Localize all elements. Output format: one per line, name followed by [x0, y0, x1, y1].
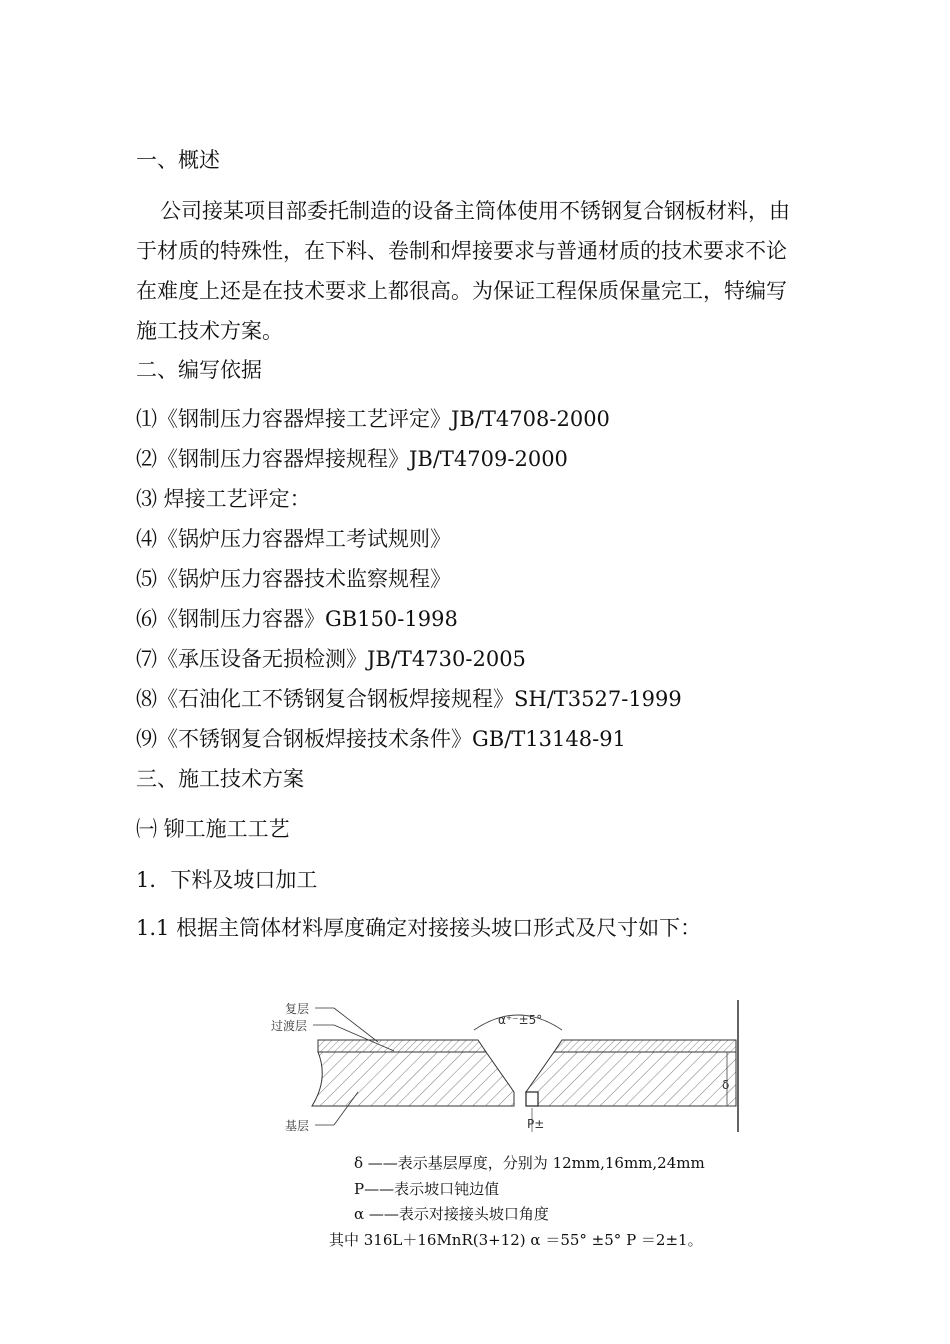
note-alpha: α ——表示对接接头坡口角度 [354, 1205, 549, 1223]
overview-line-1: 公司接某项目部委托制造的设备主筒体使用不锈钢复合钢板材料，由 [160, 199, 790, 223]
label-base: 基层 [285, 1119, 310, 1133]
item-cutting: 1．下料及坡口加工 [136, 868, 318, 892]
reference-7: ⑺《承压设备无损检测》JB/T4730-2005 [136, 647, 526, 671]
right-base-layer [526, 1052, 736, 1106]
subheading-riveting: ㈠ 铆工施工工艺 [136, 817, 290, 841]
reference-4: ⑷《锅炉压力容器焊工考试规则》 [136, 527, 451, 551]
heading-plan: 三、施工技术方案 [136, 767, 304, 791]
left-clad-layer [318, 1040, 486, 1052]
reference-5: ⑸《锅炉压力容器技术监察规程》 [136, 567, 451, 591]
label-clad: 复层 [285, 1002, 310, 1016]
heading-basis: 二、编写依据 [136, 358, 262, 382]
heading-overview: 一、概述 [136, 148, 220, 172]
left-base-layer [312, 1052, 514, 1106]
reference-9: ⑼《不锈钢复合钢板焊接技术条件》GB/T13148-91 [136, 727, 626, 751]
label-transition: 过渡层 [271, 1019, 308, 1033]
reference-3: ⑶ 焊接工艺评定： [136, 487, 311, 511]
overview-line-3: 在难度上还是在技术要求上都很高。为保证工程保质保量完工，特编写 [136, 279, 787, 303]
note-values: 其中 316L＋16MnR(3+12) α ＝55° ±5° P ＝2±1。 [329, 1231, 703, 1249]
reference-2: ⑵《钢制压力容器焊接规程》JB/T4709-2000 [136, 447, 568, 471]
note-delta: δ ——表示基层厚度，分别为 12mm,16mm,24mm [354, 1154, 705, 1172]
overview-line-2: 于材质的特殊性，在下料、卷制和焊接要求与普通材质的技术要求不论 [136, 239, 787, 263]
note-p: P——表示坡口钝边值 [354, 1180, 500, 1198]
item-groove-size: 1.1 根据主筒体材料厚度确定对接接头坡口形式及尺寸如下： [136, 916, 702, 940]
p-label: P± [527, 1117, 545, 1131]
reference-6: ⑹《钢制压力容器》GB150-1998 [136, 607, 458, 631]
right-clad-layer [554, 1040, 736, 1052]
angle-label: α⁺⁻±5° [498, 1013, 543, 1027]
root-face-block [526, 1092, 538, 1106]
reference-1: ⑴《钢制压力容器焊接工艺评定》JB/T4708-2000 [136, 407, 610, 431]
reference-8: ⑻《石油化工不锈钢复合钢板焊接规程》SH/T3527-1999 [136, 687, 682, 711]
delta-label: δ [722, 1078, 730, 1092]
overview-line-4: 施工技术方案。 [136, 319, 283, 343]
